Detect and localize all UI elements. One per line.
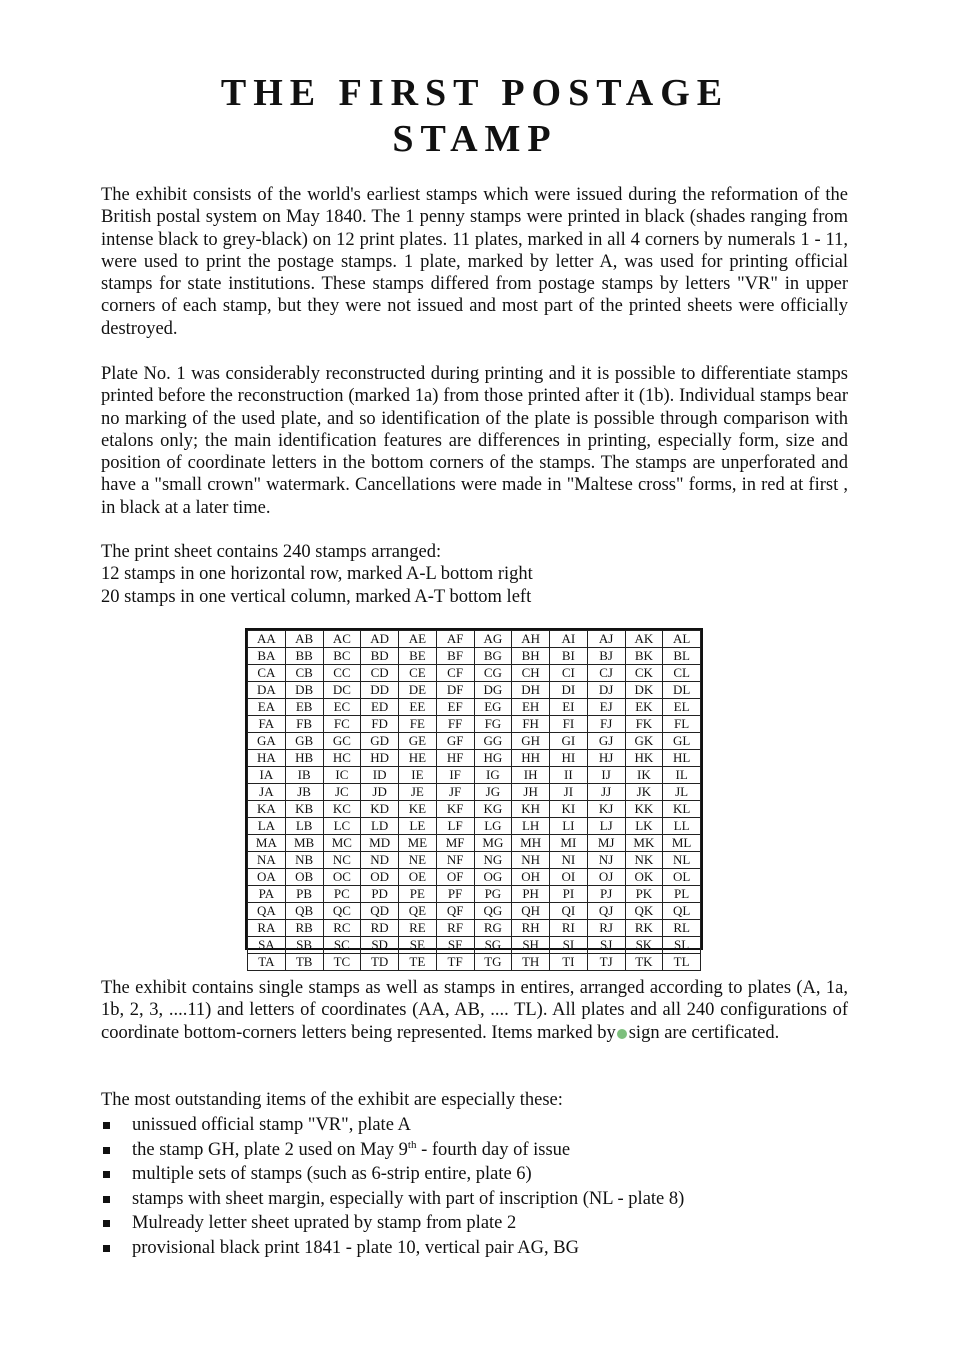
grid-cell: SL [663,937,701,954]
grid-cell: TJ [587,954,625,971]
grid-row [248,682,701,699]
grid-cell: AA [248,631,286,648]
grid-cell: OK [625,869,663,886]
grid-row [248,937,701,954]
grid-cell: TE [399,954,437,971]
grid-cell: NB [285,852,323,869]
grid-cell: ID [361,767,399,784]
grid-cell: MI [550,835,588,852]
grid-cell: HB [285,750,323,767]
list-item-text: stamps with sheet margin, especially with part of inscription (NL - plate 8) [132,1188,685,1209]
grid-cell: OE [399,869,437,886]
title-line-2: STAMP [392,118,558,160]
grid-cell: ME [399,835,437,852]
grid-cell: LB [285,818,323,835]
grid-cell: ND [361,852,399,869]
grid-cell: DG [474,682,512,699]
grid-cell: QF [436,903,474,920]
grid-cell: FH [512,716,550,733]
grid-cell: BH [512,648,550,665]
grid-cell: EB [285,699,323,716]
grid-cell: CK [625,665,663,682]
grid-cell: AI [550,631,588,648]
grid-cell: HG [474,750,512,767]
grid-cell: SE [399,937,437,954]
grid-cell: IG [474,767,512,784]
list-item-text: unissued official stamp "VR", plate A [132,1115,411,1135]
grid-cell: IE [399,767,437,784]
grid-cell: NA [248,852,286,869]
grid-cell: JJ [587,784,625,801]
grid-cell: SF [436,937,474,954]
grid-cell: DF [436,682,474,699]
grid-cell: SI [550,937,588,954]
grid-cell: LG [474,818,512,835]
grid-cell: JH [512,784,550,801]
coordinate-table [247,630,701,971]
list-item-text: provisional black print 1841 - plate 10, vertical pair AG, BG [132,1237,579,1258]
exhibit-text-before: The exhibit contains single stamps as well as stamps in entires, arranged according to plates (A, 1a, 1b, 2, 3, ....11) and letters of coordinates (AA, AB, .... TL). All plates and all 240 configurations of coordinate bottom-corners letters being represented. Items marked by [101,978,848,1043]
grid-cell: SD [361,937,399,954]
grid-row [248,784,701,801]
grid-cell: QI [550,903,588,920]
grid-cell: FC [323,716,361,733]
grid-cell: JI [550,784,588,801]
grid-cell: PB [285,886,323,903]
grid-cell: GE [399,733,437,750]
grid-cell: BL [663,648,701,665]
grid-cell: HH [512,750,550,767]
grid-cell: OI [550,869,588,886]
grid-cell: AF [436,631,474,648]
list-item-text: the stamp GH, plate 2 used on May 9 [132,1139,408,1160]
intro-paragraph: The exhibit consists of the world's earliest stamps which were issued during the reformation of the British postal system on May 1840. The 1 penny stamps were printed in black (shades ranging from intense black to grey-black) on 12 print plates. 11 plates, marked in all 4 corners by numerals 1 - 11, were used to print the postage stamps. 1 plate, marked by letter A, was used for printing official stamps for state institutions. These stamps differed from postage stamps by letters "VR" in upper corners of each stamp, but they were not issued and most part of the printed sheets were officially destroyed. [101,185,848,339]
grid-cell: LC [323,818,361,835]
grid-cell: CE [399,665,437,682]
grid-row [248,750,701,767]
grid-cell: KL [663,801,701,818]
grid-cell: LL [663,818,701,835]
grid-cell: KI [550,801,588,818]
grid-cell: OB [285,869,323,886]
grid-row [248,631,701,648]
coordinate-grid [245,628,703,969]
grid-cell: OF [436,869,474,886]
grid-cell: MJ [587,835,625,852]
list-item [101,1211,684,1236]
grid-cell: OJ [587,869,625,886]
grid-cell: OH [512,869,550,886]
bullet-icon [103,1147,110,1154]
grid-cell: CJ [587,665,625,682]
grid-row [248,716,701,733]
grid-cell: ED [361,699,399,716]
grid-cell: PH [512,886,550,903]
grid-cell: RL [663,920,701,937]
list-item-text: Mulready letter sheet uprated by stamp from plate 2 [132,1213,517,1234]
grid-cell: QD [361,903,399,920]
grid-cell: BE [399,648,437,665]
grid-cell: RG [474,920,512,937]
grid-cell: PG [474,886,512,903]
grid-cell: EJ [587,699,625,716]
grid-cell: AH [512,631,550,648]
grid-cell: JE [399,784,437,801]
grid-cell: AK [625,631,663,648]
grid-cell: MG [474,835,512,852]
grid-row [248,886,701,903]
exhibit-paragraph [101,977,848,1044]
grid-cell: NH [512,852,550,869]
grid-cell: GD [361,733,399,750]
title-line-1: THE FIRST POSTAGE [220,72,730,114]
grid-cell: KG [474,801,512,818]
grid-cell: NF [436,852,474,869]
grid-cell: DJ [587,682,625,699]
grid-cell: KK [625,801,663,818]
grid-cell: IK [625,767,663,784]
grid-cell: IJ [587,767,625,784]
bullet-icon [103,1245,110,1252]
grid-cell: LE [399,818,437,835]
grid-cell: PI [550,886,588,903]
exhibit-text-after: sign are certificated. [628,1022,780,1043]
grid-cell: SJ [587,937,625,954]
grid-cell: TI [550,954,588,971]
grid-cell: HC [323,750,361,767]
grid-cell: LK [625,818,663,835]
grid-row [248,699,701,716]
grid-cell: NJ [587,852,625,869]
sheet-info-line-2: 12 stamps in one horizontal row, marked A-L bottom right [101,564,533,585]
bullet-icon [103,1122,110,1129]
grid-cell: JF [436,784,474,801]
grid-cell: QH [512,903,550,920]
outstanding-heading: The most outstanding items of the exhibit are especially these: [101,1090,563,1110]
grid-row [248,869,701,886]
grid-cell: PE [399,886,437,903]
grid-cell: FF [436,716,474,733]
grid-cell: IA [248,767,286,784]
list-item [101,1187,684,1212]
grid-cell: MA [248,835,286,852]
grid-cell: JB [285,784,323,801]
grid-cell: HL [663,750,701,767]
grid-cell: II [550,767,588,784]
grid-cell: FB [285,716,323,733]
grid-cell: BJ [587,648,625,665]
grid-cell: IC [323,767,361,784]
grid-cell: PL [663,886,701,903]
grid-cell: RF [436,920,474,937]
grid-cell: QG [474,903,512,920]
grid-cell: RI [550,920,588,937]
ordinal-suffix: th [407,1138,417,1151]
grid-cell: TK [625,954,663,971]
grid-cell: EA [248,699,286,716]
grid-row [248,920,701,937]
grid-cell: HJ [587,750,625,767]
grid-cell: AL [663,631,701,648]
grid-cell: RE [399,920,437,937]
grid-cell: AD [361,631,399,648]
grid-cell: HF [436,750,474,767]
grid-cell: OA [248,869,286,886]
grid-cell: HD [361,750,399,767]
bullet-icon [103,1220,110,1227]
grid-cell: FE [399,716,437,733]
grid-row [248,852,701,869]
grid-cell: BF [436,648,474,665]
grid-cell: DI [550,682,588,699]
grid-cell: GL [663,733,701,750]
grid-cell: EL [663,699,701,716]
grid-cell: DH [512,682,550,699]
list-item-text: multiple sets of stamps (such as 6-strip entire, plate 6) [132,1164,532,1185]
green-dot-icon [617,1029,627,1039]
grid-cell: BA [248,648,286,665]
grid-cell: GH [512,733,550,750]
grid-cell: KE [399,801,437,818]
grid-cell: EF [436,699,474,716]
grid-cell: CF [436,665,474,682]
grid-cell: DE [399,682,437,699]
grid-cell: DD [361,682,399,699]
grid-cell: GB [285,733,323,750]
grid-cell: CI [550,665,588,682]
grid-cell: EE [399,699,437,716]
grid-cell: JL [663,784,701,801]
grid-cell: TL [663,954,701,971]
outstanding-list [101,1113,684,1261]
grid-cell: BB [285,648,323,665]
grid-cell: CG [474,665,512,682]
grid-row [248,954,701,971]
grid-cell: CD [361,665,399,682]
bullet-icon [103,1171,110,1178]
grid-cell: CC [323,665,361,682]
grid-cell: FL [663,716,701,733]
grid-cell: PK [625,886,663,903]
grid-cell: MH [512,835,550,852]
grid-cell: JC [323,784,361,801]
grid-cell: HE [399,750,437,767]
grid-cell: ML [663,835,701,852]
grid-cell: FD [361,716,399,733]
grid-cell: DL [663,682,701,699]
grid-cell: CB [285,665,323,682]
grid-cell: CH [512,665,550,682]
grid-cell: GG [474,733,512,750]
grid-cell: PD [361,886,399,903]
grid-cell: KC [323,801,361,818]
grid-cell: GJ [587,733,625,750]
grid-cell: SA [248,937,286,954]
grid-cell: CA [248,665,286,682]
grid-cell: KH [512,801,550,818]
grid-cell: HK [625,750,663,767]
grid-cell: KJ [587,801,625,818]
grid-cell: RB [285,920,323,937]
grid-cell: PC [323,886,361,903]
grid-cell: OG [474,869,512,886]
grid-cell: AJ [587,631,625,648]
grid-cell: JG [474,784,512,801]
grid-cell: TD [361,954,399,971]
grid-cell: SG [474,937,512,954]
grid-cell: JK [625,784,663,801]
grid-cell: BG [474,648,512,665]
grid-cell: DA [248,682,286,699]
grid-cell: RD [361,920,399,937]
grid-cell: GI [550,733,588,750]
grid-cell: PA [248,886,286,903]
grid-row [248,801,701,818]
grid-cell: BI [550,648,588,665]
grid-cell: AB [285,631,323,648]
list-item-text-tail: - fourth day of issue [416,1139,571,1160]
grid-cell: LH [512,818,550,835]
grid-cell: EG [474,699,512,716]
grid-cell: FI [550,716,588,733]
grid-cell: SH [512,937,550,954]
grid-cell: RJ [587,920,625,937]
grid-cell: RK [625,920,663,937]
grid-cell: TH [512,954,550,971]
grid-cell: NG [474,852,512,869]
grid-cell: DK [625,682,663,699]
grid-cell: SB [285,937,323,954]
grid-cell: MF [436,835,474,852]
grid-cell: HA [248,750,286,767]
grid-cell: QE [399,903,437,920]
grid-cell: RH [512,920,550,937]
list-item [101,1113,684,1138]
grid-cell: BC [323,648,361,665]
grid-cell: SK [625,937,663,954]
list-item [101,1162,684,1187]
grid-cell: FG [474,716,512,733]
grid-cell: LD [361,818,399,835]
grid-cell: DB [285,682,323,699]
grid-cell: CL [663,665,701,682]
grid-cell: FA [248,716,286,733]
plate-paragraph: Plate No. 1 was considerably reconstructed during printing and it is possible to differentiate stamps printed before the reconstruction (marked 1a) from those printed after it (1b). Individual stamps bear no marking of the used plate, and so identification of the plate is possible through comparison with etalons only; the main identification features are differences in printing, especially form, size and position of coordinate letters in the bottom corners of the stamps. The stamps are unperforated and have a "small crown" watermark. Cancellations were made in "Maltese cross" forms, in red at first , in black at a later time. [101,364,848,518]
grid-cell: EK [625,699,663,716]
grid-cell: HI [550,750,588,767]
grid-cell: PJ [587,886,625,903]
grid-row [248,648,701,665]
grid-cell: QJ [587,903,625,920]
grid-row [248,665,701,682]
grid-cell: IB [285,767,323,784]
grid-row [248,767,701,784]
grid-cell: AC [323,631,361,648]
grid-cell: TG [474,954,512,971]
grid-cell: QK [625,903,663,920]
grid-cell: NL [663,852,701,869]
grid-cell: OL [663,869,701,886]
grid-cell: LI [550,818,588,835]
grid-cell: JA [248,784,286,801]
grid-cell: NE [399,852,437,869]
grid-cell: EI [550,699,588,716]
grid-cell: NC [323,852,361,869]
grid-cell: OC [323,869,361,886]
grid-cell: KF [436,801,474,818]
page-title [100,70,850,162]
grid-cell: LA [248,818,286,835]
grid-cell: LF [436,818,474,835]
grid-cell: TF [436,954,474,971]
grid-cell: LJ [587,818,625,835]
grid-cell: MK [625,835,663,852]
grid-cell: FK [625,716,663,733]
grid-cell: QL [663,903,701,920]
grid-cell: GF [436,733,474,750]
grid-cell: DC [323,682,361,699]
grid-cell: FJ [587,716,625,733]
grid-cell: MB [285,835,323,852]
grid-row [248,835,701,852]
grid-cell: TC [323,954,361,971]
grid-cell: GA [248,733,286,750]
grid-cell: KA [248,801,286,818]
sheet-info [101,541,533,608]
grid-cell: KD [361,801,399,818]
grid-cell: QA [248,903,286,920]
grid-cell: GK [625,733,663,750]
grid-cell: QB [285,903,323,920]
bullet-icon [103,1196,110,1203]
grid-cell: MD [361,835,399,852]
grid-cell: IF [436,767,474,784]
grid-cell: RA [248,920,286,937]
list-item [101,1236,684,1261]
grid-cell: IH [512,767,550,784]
grid-cell: PF [436,886,474,903]
grid-cell: EC [323,699,361,716]
grid-cell: GC [323,733,361,750]
sheet-info-line-3: 20 stamps in one vertical column, marked A-T bottom left [101,586,532,607]
grid-cell: NI [550,852,588,869]
grid-cell: QC [323,903,361,920]
grid-cell: EH [512,699,550,716]
grid-cell: KB [285,801,323,818]
grid-cell: TB [285,954,323,971]
grid-cell: BD [361,648,399,665]
grid-cell: AE [399,631,437,648]
grid-cell: RC [323,920,361,937]
grid-cell: AG [474,631,512,648]
grid-row [248,903,701,920]
grid-cell: SC [323,937,361,954]
list-item [101,1138,684,1163]
grid-cell: JD [361,784,399,801]
grid-cell: OD [361,869,399,886]
grid-cell: TA [248,954,286,971]
grid-cell: MC [323,835,361,852]
grid-cell: IL [663,767,701,784]
sheet-info-line-1: The print sheet contains 240 stamps arranged: [101,542,442,562]
grid-cell: BK [625,648,663,665]
grid-row [248,733,701,750]
grid-row [248,818,701,835]
grid-cell: NK [625,852,663,869]
